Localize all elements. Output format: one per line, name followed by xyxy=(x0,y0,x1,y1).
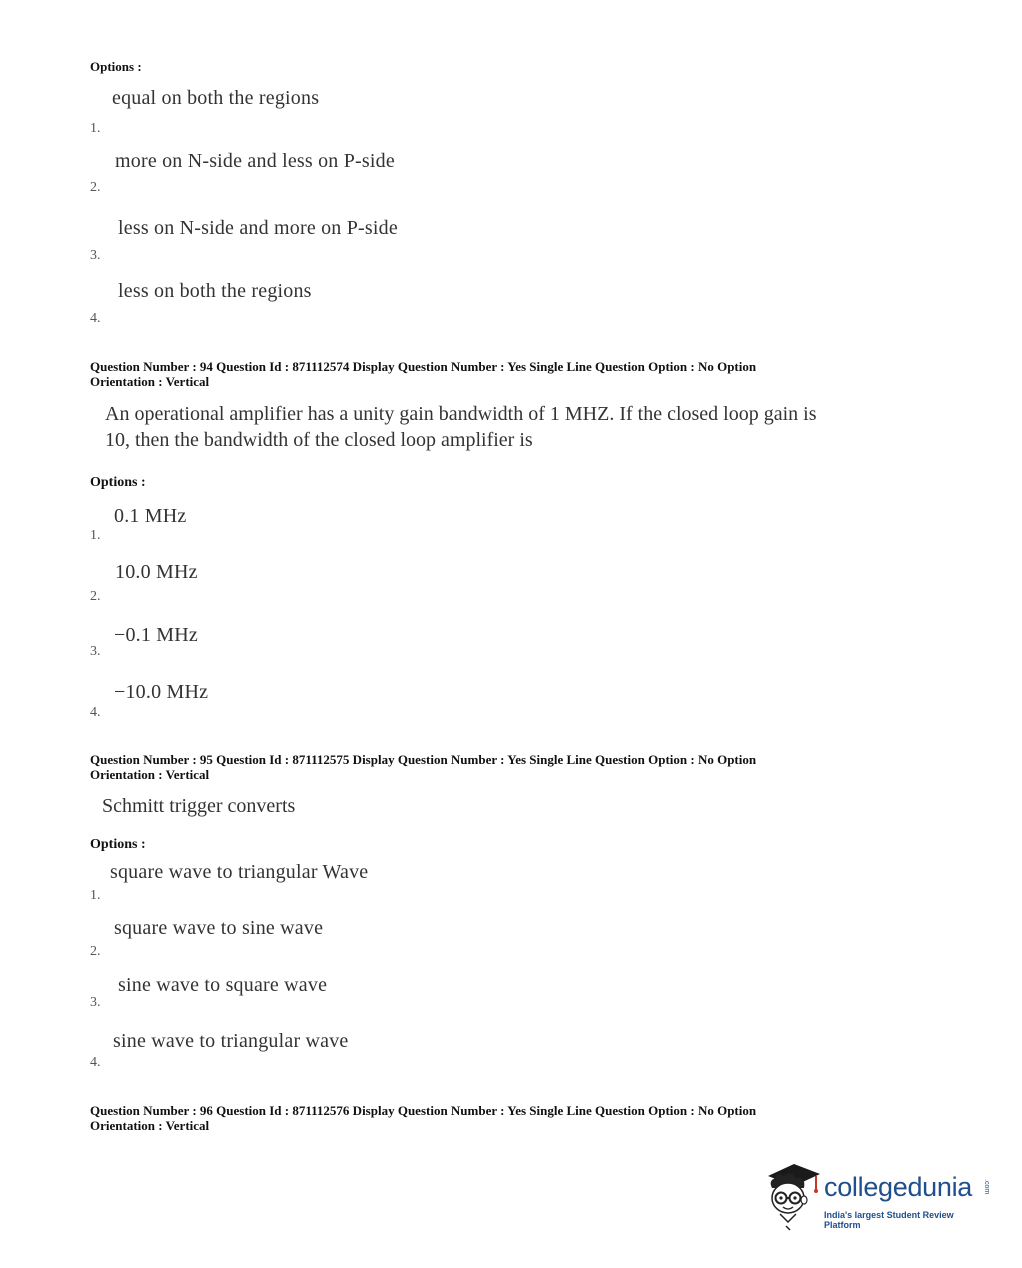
question-meta-line: Question Number : 96 Question Id : 871112576 Display Question Number : Yes Single Line Question Option : No Option xyxy=(90,1103,757,1118)
question-meta xyxy=(90,752,756,782)
options-label: Options : xyxy=(90,475,146,490)
option-text: −10.0 MHz xyxy=(114,681,209,703)
option-text: square wave to triangular Wave xyxy=(110,861,369,883)
option-text: sine wave to square wave xyxy=(118,974,328,996)
option-text: equal on both the regions xyxy=(112,87,320,109)
question-meta xyxy=(90,359,756,389)
question-meta-line: Question Number : 94 Question Id : 871112574 Display Question Number : Yes Single Line Question Option : No Option xyxy=(90,359,757,374)
option-number: 2. xyxy=(90,589,101,604)
option-text: sine wave to triangular wave xyxy=(113,1030,349,1052)
collegedunia-logo[interactable] xyxy=(762,1160,992,1232)
option-number: 4. xyxy=(90,311,101,326)
option-text: square wave to sine wave xyxy=(114,917,324,939)
option-number: 4. xyxy=(90,1055,101,1070)
question-meta-line: Orientation : Vertical xyxy=(90,374,210,389)
option-number: 2. xyxy=(90,944,101,959)
question-text xyxy=(105,401,817,453)
logo-tagline: India's largest Student Review Platform xyxy=(824,1210,954,1230)
option-text: 0.1 MHz xyxy=(114,505,187,527)
mascot-graduate-icon xyxy=(762,1160,824,1232)
logo-wordmark: collegedunia xyxy=(824,1172,973,1202)
logo-domain-suffix: .com xyxy=(983,1179,990,1195)
question-meta-line: Orientation : Vertical xyxy=(90,1118,210,1133)
option-text: less on both the regions xyxy=(118,280,312,302)
options-label: Options : xyxy=(90,837,146,852)
option-number: 1. xyxy=(90,121,101,136)
option-number: 3. xyxy=(90,644,101,659)
option-text: less on N-side and more on P-side xyxy=(118,217,398,239)
option-text: 10.0 MHz xyxy=(115,561,198,583)
question-line: 10, then the bandwidth of the closed loop amplifier is xyxy=(105,429,533,451)
question-meta xyxy=(90,1103,756,1133)
option-text: more on N-side and less on P-side xyxy=(115,150,395,172)
question-line: An operational amplifier has a unity gain bandwidth of 1 MHZ. If the closed loop gain is xyxy=(105,403,817,425)
option-text: −0.1 MHz xyxy=(114,624,198,646)
option-number: 1. xyxy=(90,888,101,903)
option-number: 1. xyxy=(90,528,101,543)
cut-options-label: Options : xyxy=(90,59,142,74)
option-number: 3. xyxy=(90,248,101,263)
option-number: 3. xyxy=(90,995,101,1010)
option-number: 4. xyxy=(90,705,101,720)
question-text: Schmitt trigger converts xyxy=(102,795,296,817)
option-number: 2. xyxy=(90,180,101,195)
question-meta-line: Orientation : Vertical xyxy=(90,767,210,782)
question-meta-line: Question Number : 95 Question Id : 871112575 Display Question Number : Yes Single Line Question Option : No Option xyxy=(90,752,757,767)
